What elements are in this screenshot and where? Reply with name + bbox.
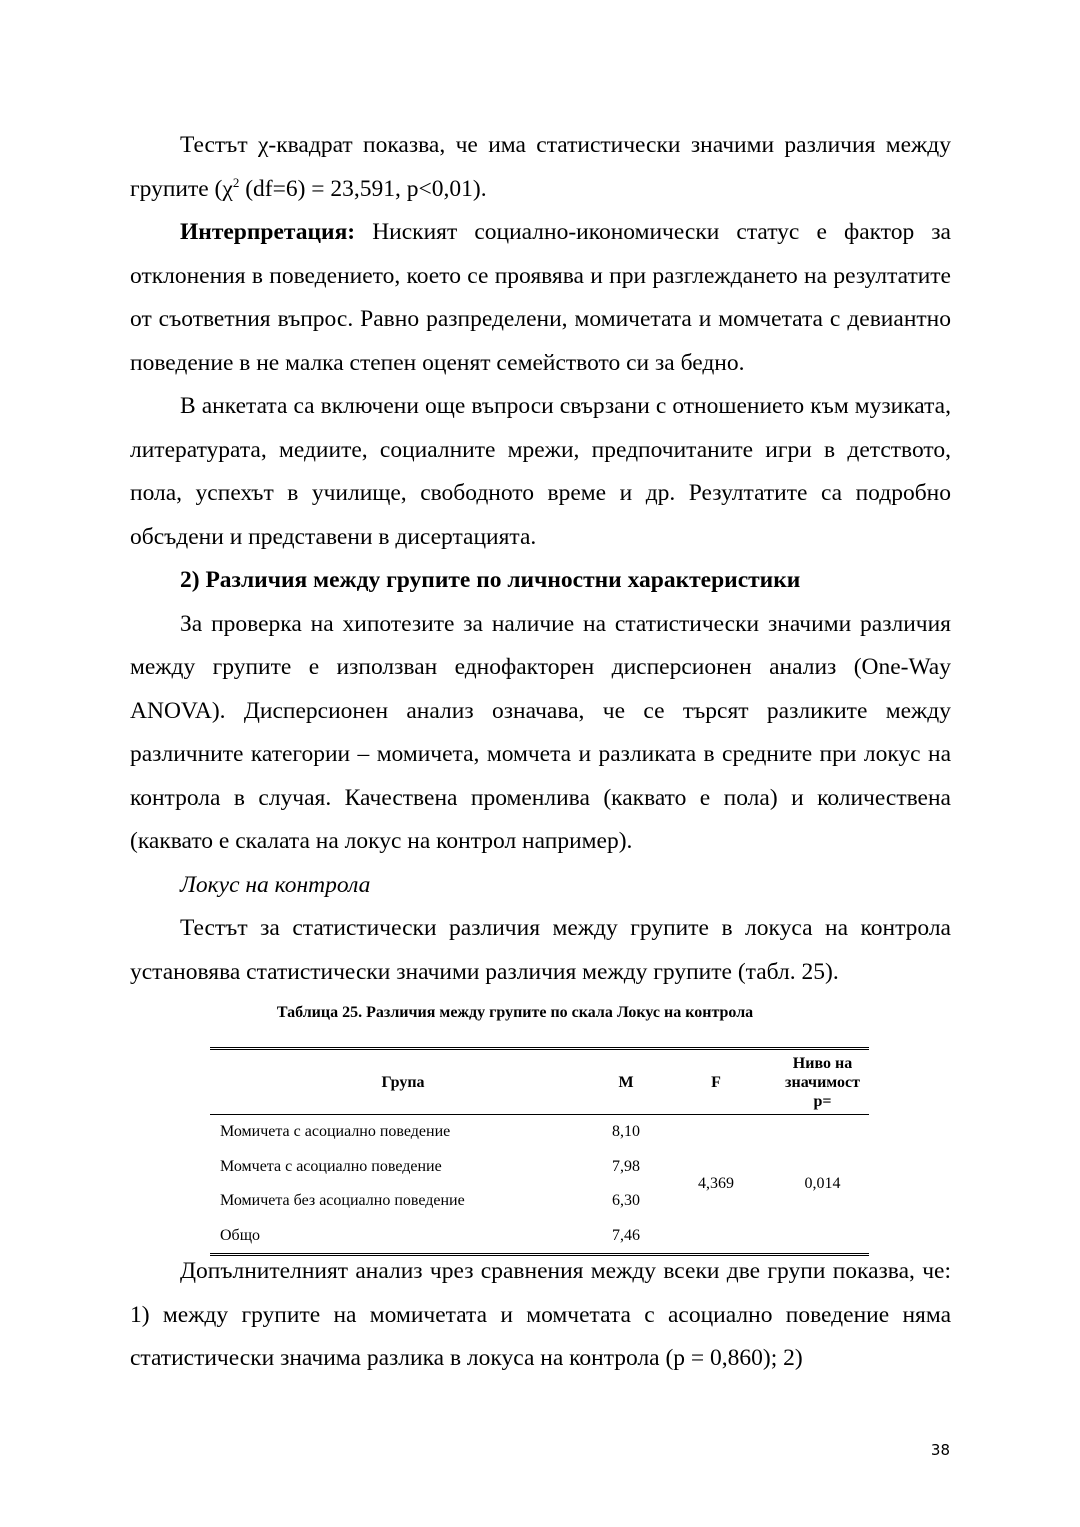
cell-p-value: 0,014 — [804, 1175, 841, 1192]
cell-group: Момичета без асоциално поведение — [220, 1192, 465, 1210]
table-header-row — [210, 1049, 869, 1115]
paragraph-anova: За проверка на хипотезите за наличие на статистически значими различия между групите е използван еднофакторен дисперсионен анализ (One-Way ANOVA). Дисперсионен анализ означава, че се търсят разликите между различните категории – момичета, момчета и разликата в средните при локус на контрола в случая. Качествена променлива (каквато е пола) и количествена (каквато е скалата на локус на контрол например). — [130, 610, 951, 854]
paragraph-interpretation: Интерпретация: Ниският социално-икономически статус е фактор за отклонения в поведението, което се проявява и при разглеждането на резултатите от съответния въпрос. Равно разпределени, момичетата и момчетата с девиантно поведение в не малка степен оценят семейството си за бедно. — [130, 219, 951, 376]
page-body — [130, 124, 951, 994]
results-table — [210, 1047, 869, 1256]
header-f: F — [711, 1073, 721, 1091]
cell-group: Момичета с асоциално поведение — [220, 1123, 451, 1141]
cell-group: Общо — [220, 1226, 261, 1244]
header-p: Ниво на значимост p= — [785, 1054, 860, 1110]
cell-f-value: 4,369 — [698, 1175, 734, 1192]
cell-m: 7,46 — [612, 1226, 640, 1244]
header-m: M — [618, 1073, 634, 1091]
results-table-container — [210, 1047, 869, 1256]
cell-m: 8,10 — [612, 1123, 640, 1141]
paragraph-pairwise: Допълнителният анализ чрез сравнения между всеки две групи показва, че: 1) между групите на момичетата и момчетата с асоциално поведение няма статистически значима разлика в локуса на контрола (p = 0,860); 2) — [130, 1258, 951, 1371]
paragraph-chi-square: Тестът χ-квадрат показва, че има статистически значими различия между групите ($\chi^2$ (df=6) = 23,591, p<0,01). — [130, 132, 951, 202]
header-group: Група — [381, 1073, 425, 1091]
section-heading: 2) Различия между групите по личностни характеристики — [180, 567, 801, 593]
cell-group: Момчета с асоциално поведение — [220, 1157, 442, 1175]
interpretation-label: Интерпретация: — [180, 219, 356, 245]
table-caption: Таблица 25. Различия между групите по скала Локус на контрола — [276, 1004, 754, 1021]
page-number: 38 — [930, 1441, 950, 1459]
paragraph-locus-test: Тестът за статистически различия между групите в локуса на контрола установява статистически значими различия между групите (табл. 25). — [130, 915, 951, 985]
page-body-continued — [130, 1250, 951, 1381]
paragraph-survey: В анкетата са включени още въпроси свързани с отношението към музиката, литературата, медиите, социалните мрежи, предпочитаните игри в детството, пола, успехът в училище, свободното време и др. Резултатите са подробно обсъдени и представени в дисертацията. — [130, 393, 951, 550]
cell-m: 7,98 — [612, 1157, 640, 1175]
subsection-heading: Локус на контрола — [180, 871, 371, 898]
cell-m: 6,30 — [612, 1192, 640, 1210]
table-row — [210, 1115, 869, 1150]
